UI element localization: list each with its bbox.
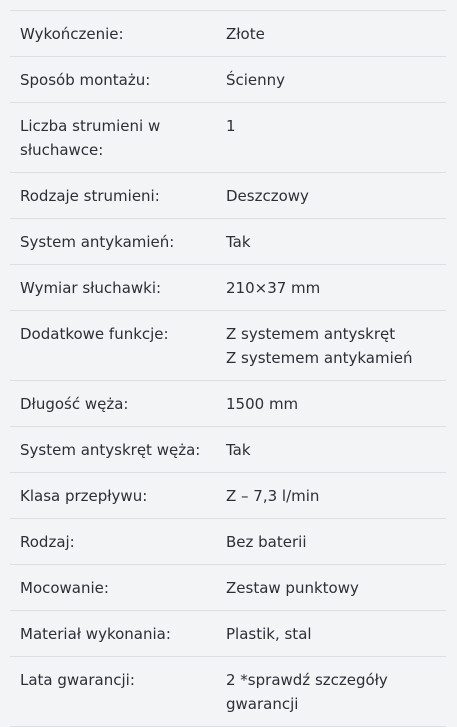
spec-value: 1500 mm [226, 395, 299, 413]
specification-table [10, 10, 446, 727]
spec-row-flow-class [10, 473, 446, 519]
spec-label: System antyskręt węża: [20, 441, 201, 459]
spec-label: Rodzaj: [20, 533, 75, 551]
spec-row-material [10, 611, 446, 657]
spec-label: Wykończenie: [20, 25, 124, 43]
spec-value: Złote [226, 25, 265, 43]
spec-value: Tak [226, 441, 251, 459]
spec-row-finish [10, 11, 446, 57]
spec-label: Materiał wykonania: [20, 625, 171, 643]
spec-row-extra-features [10, 311, 446, 381]
spec-value: 2 *sprawdź szczegóły gwarancji [226, 671, 388, 713]
spec-row-anti-limescale [10, 219, 446, 265]
spec-label: Dodatkowe funkcje: [20, 325, 169, 343]
spec-label: Wymiar słuchawki: [20, 279, 162, 297]
spec-value: Zestaw punktowy [226, 579, 359, 597]
spec-label: Lata gwarancji: [20, 671, 135, 689]
spec-label: Długość węża: [20, 395, 129, 413]
spec-value: Deszczowy [226, 187, 309, 205]
spec-row-jet-count [10, 103, 446, 173]
spec-label: System antykamień: [20, 233, 175, 251]
spec-label: Mocowanie: [20, 579, 109, 597]
spec-row-hose-length [10, 381, 446, 427]
spec-value: Z – 7,3 l/min [226, 487, 320, 505]
spec-value: 210×37 mm [226, 279, 321, 297]
spec-value: 1 [226, 117, 236, 135]
spec-value: Tak [226, 233, 251, 251]
spec-row-mounting-method [10, 57, 446, 103]
spec-row-handset-dimensions [10, 265, 446, 311]
spec-label: Sposób montażu: [20, 71, 151, 89]
spec-label: Liczba strumieni w słuchawce: [20, 117, 161, 159]
spec-value: Z systemem antyskręt Z systemem antykamień [226, 325, 413, 367]
spec-row-type [10, 519, 446, 565]
spec-value: Bez baterii [226, 533, 307, 551]
spec-label: Rodzaje strumieni: [20, 187, 160, 205]
spec-value: Plastik, stal [226, 625, 312, 643]
spec-row-hose-anti-twist [10, 427, 446, 473]
spec-row-fixing [10, 565, 446, 611]
spec-value: Ścienny [226, 71, 286, 89]
spec-row-jet-types [10, 173, 446, 219]
spec-label: Klasa przepływu: [20, 487, 148, 505]
